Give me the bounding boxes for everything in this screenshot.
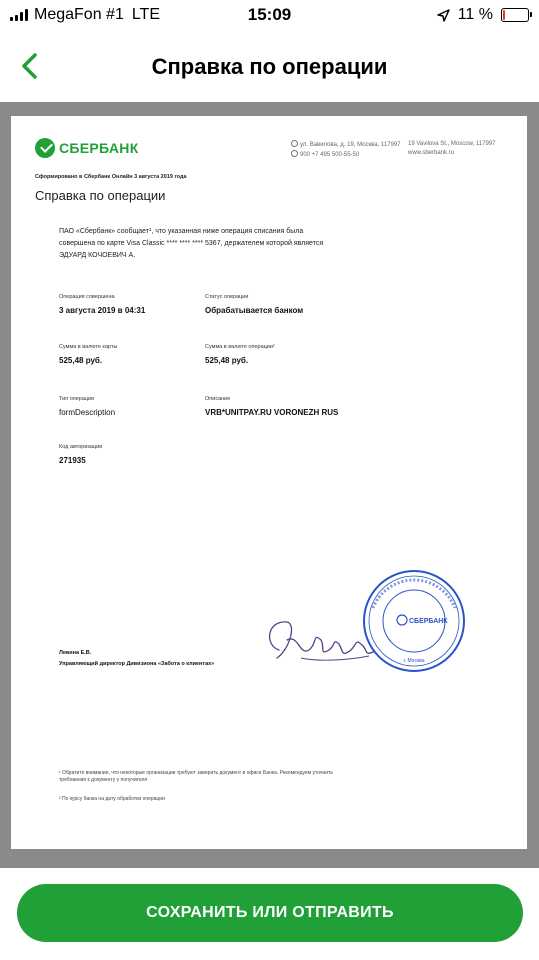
field-label: Код авторизации — [59, 444, 103, 450]
bank-phones: 900 +7 495 500-55-50 — [300, 152, 360, 158]
intro-line-3: ЭДУАРД КОЧОЕВИЧ А. — [59, 252, 136, 259]
network-type: LTE — [131, 6, 160, 23]
status-bar — [0, 0, 539, 32]
field-operation-status — [205, 294, 303, 315]
bank-contacts-ru — [291, 140, 401, 160]
bank-stamp — [361, 568, 467, 674]
stamp-logo-icon — [397, 615, 407, 625]
field-value: VRB*UNITPAY.RU VORONEZH RUS — [205, 408, 339, 417]
bank-website: www.sberbank.ru — [408, 150, 455, 156]
field-description — [205, 396, 338, 417]
field-operation-type — [59, 396, 115, 417]
page-title: Справка по операции — [151, 54, 388, 79]
field-operation-date — [59, 294, 145, 315]
field-label: Сумма в валюте карты — [59, 344, 118, 350]
field-value: Обрабатывается банком — [205, 306, 304, 315]
bank-name: СБЕРБАНК — [59, 140, 139, 156]
carrier-name: MegaFon #1 — [34, 6, 124, 23]
intro-line-2: совершена по карте Visa Classic **** **** **** 5367, держателем которой является — [59, 240, 324, 247]
status-right — [437, 6, 529, 24]
address-ru: ул. Вавилова, д. 19, Москва, 117997 — [300, 142, 401, 148]
field-value: 525,48 руб. — [205, 356, 249, 365]
sberbank-logo — [35, 138, 139, 158]
status-time: 15:09 — [247, 5, 292, 24]
field-operation-amount — [205, 344, 275, 365]
location-pin-icon — [291, 140, 298, 147]
document-viewer[interactable] — [0, 102, 539, 868]
receipt-document — [11, 116, 527, 849]
field-card-amount — [59, 344, 117, 365]
field-label: Описание — [205, 396, 231, 402]
battery-icon — [501, 8, 529, 22]
bottom-bar — [0, 868, 539, 960]
navigation-bar — [0, 32, 539, 102]
field-label: Операция совершена — [59, 294, 115, 300]
battery-percent: 11 % — [457, 6, 493, 23]
field-label: Статус операции — [205, 294, 249, 300]
footnote-2: ² По курсу банка на дату обработки операции — [59, 796, 165, 802]
signer-title: Управляющий директор Дивизиона «Забота о клиентах» — [59, 661, 215, 667]
phone-icon — [291, 150, 298, 157]
signer-block — [59, 648, 214, 670]
location-arrow-icon — [437, 9, 450, 22]
signer-name: Левина Е.В. — [59, 650, 92, 656]
footnotes — [59, 770, 359, 815]
field-label: Тип операции — [59, 396, 95, 402]
field-value: 3 августа 2019 в 04:31 — [59, 306, 146, 315]
stamp-bank-name: СБЕРБАНК — [409, 618, 448, 625]
bank-contacts-en — [408, 140, 496, 158]
field-value: formDescription — [59, 408, 116, 417]
save-or-send-button[interactable]: СОХРАНИТЬ ИЛИ ОТПРАВИТЬ — [17, 884, 523, 942]
intro-text — [59, 226, 389, 262]
field-auth-code — [59, 444, 102, 465]
field-value: 525,48 руб. — [59, 356, 103, 365]
field-label: Сумма в валюте операции² — [205, 344, 275, 350]
document-title: Справка по операции — [35, 188, 166, 203]
stamp-city: г. Москва — [403, 658, 425, 664]
address-en: 19 Vavilova St., Moscow, 117997 — [408, 141, 496, 147]
sberbank-logo-icon — [35, 138, 55, 158]
formed-date-line: Сформировано в Сбербанк Онлайн 3 августа 2019 года — [35, 174, 187, 180]
footnote-1: ¹ Обратите внимание, что некоторые организации требуют заверить документ в офисе Банка. Рекомендуем уточнить требования к документу у получателя — [59, 770, 333, 783]
field-value: 271935 — [59, 456, 86, 465]
intro-line-1: ПАО «Сбербанк» сообщает¹, что указанная ниже операция списания была — [59, 228, 304, 235]
